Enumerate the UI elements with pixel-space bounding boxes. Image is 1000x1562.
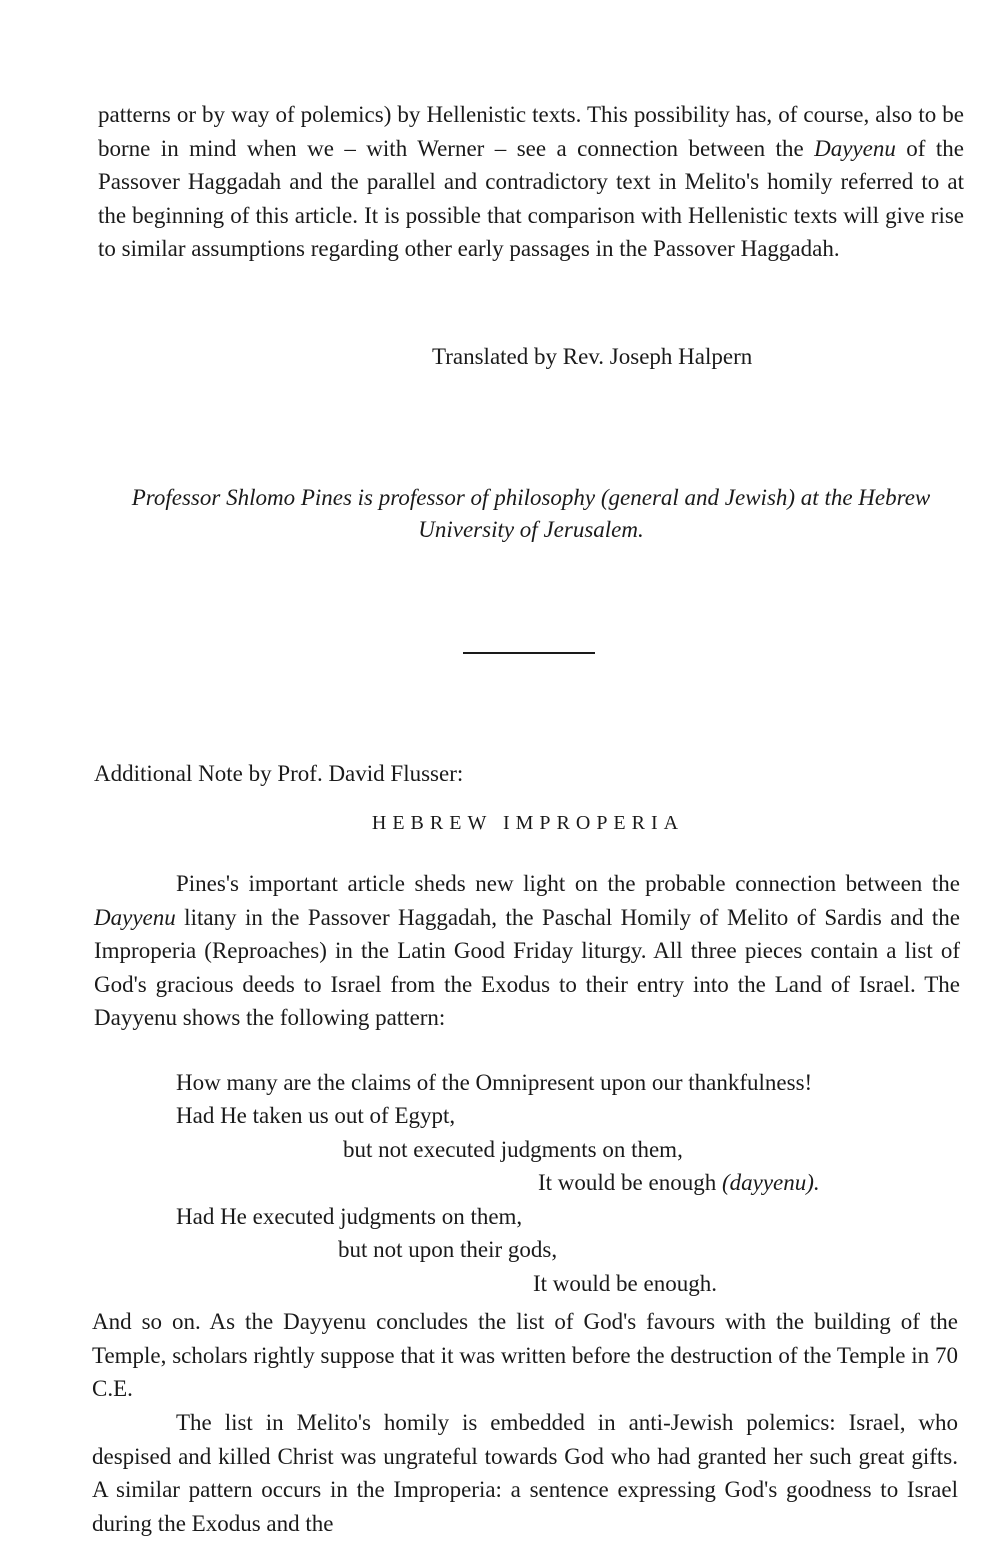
p2-text-a: Pines's important article sheds new light on the probable connection between the — [176, 871, 960, 896]
author-bio: Professor Shlomo Pines is professor of philosophy (general and Jewish) at the Hebrew University of Jerusalem. — [131, 485, 931, 542]
verse-line-3: but not executed judgments on them, — [343, 1137, 683, 1162]
p1-italic-dayyenu: Dayyenu — [814, 135, 896, 161]
paragraph-melito-polemics: The list in Melito's homily is embedded in anti-Jewish polemics: Israel, who despised and killed Christ was ungrateful towards God who had granted her such great gifts. A similar pattern occurs in the Improperia: a sentence expressing God's goodness to Israel during the Exodus and the — [92, 1410, 958, 1536]
section-title: HEBREW IMPROPERIA — [371, 812, 685, 834]
paragraph-improperia-intro — [94, 867, 960, 1035]
additional-note-heading: Additional Note by Prof. David Flusser: — [94, 761, 464, 786]
translator-credit: Translated by Rev. Joseph Halpern — [432, 344, 753, 369]
p1-text-a: patterns or by way of polemics) by Hellenistic texts. This possibility has, of course, also to be borne in mind when we – with Werner – see a connection between the — [98, 102, 964, 161]
p2-text-b: litany in the Passover Haggadah, the Paschal Homily of Melito of Sardis and the Improperia (Reproaches) in the Latin Good Friday liturgy. All three pieces contain a list of God's gracious deeds to Israel from the Exodus to their entry into the Land of Israel. The Dayyenu shows the following pattern: — [94, 904, 960, 1031]
p1-text-b: of the Passover Haggadah and the parallel and contradictory text in Melito's homily referred to at the beginning of this article. It is possible that comparison with Hellenistic texts will give rise to similar assumptions regarding other early passages in the Passover Haggadah. — [98, 135, 964, 262]
p2-italic-dayyenu: Dayyenu — [94, 904, 176, 930]
verse-line-4-italic: (dayyenu). — [721, 1170, 820, 1195]
verse-line-4-text: It would be enough — [538, 1170, 722, 1195]
verse-line-4 — [538, 1166, 820, 1199]
paragraph-dayyenu-dating: And so on. As the Dayyenu concludes the list of God's favours with the building of the Temple, scholars rightly suppose that it was written before the destruction of the Temple in 70 C.E. — [92, 1309, 958, 1402]
verse-line-6: but not upon their gods, — [338, 1237, 558, 1262]
verse-line-2: Had He taken us out of Egypt, — [176, 1103, 456, 1128]
paragraph-continuation — [98, 98, 964, 266]
verse-line-5: Had He executed judgments on them, — [176, 1204, 523, 1229]
verse-line-7: It would be enough. — [533, 1271, 717, 1296]
section-divider — [463, 652, 595, 654]
verse-line-1: How many are the claims of the Omnipresent upon our thankfulness! — [176, 1070, 813, 1095]
